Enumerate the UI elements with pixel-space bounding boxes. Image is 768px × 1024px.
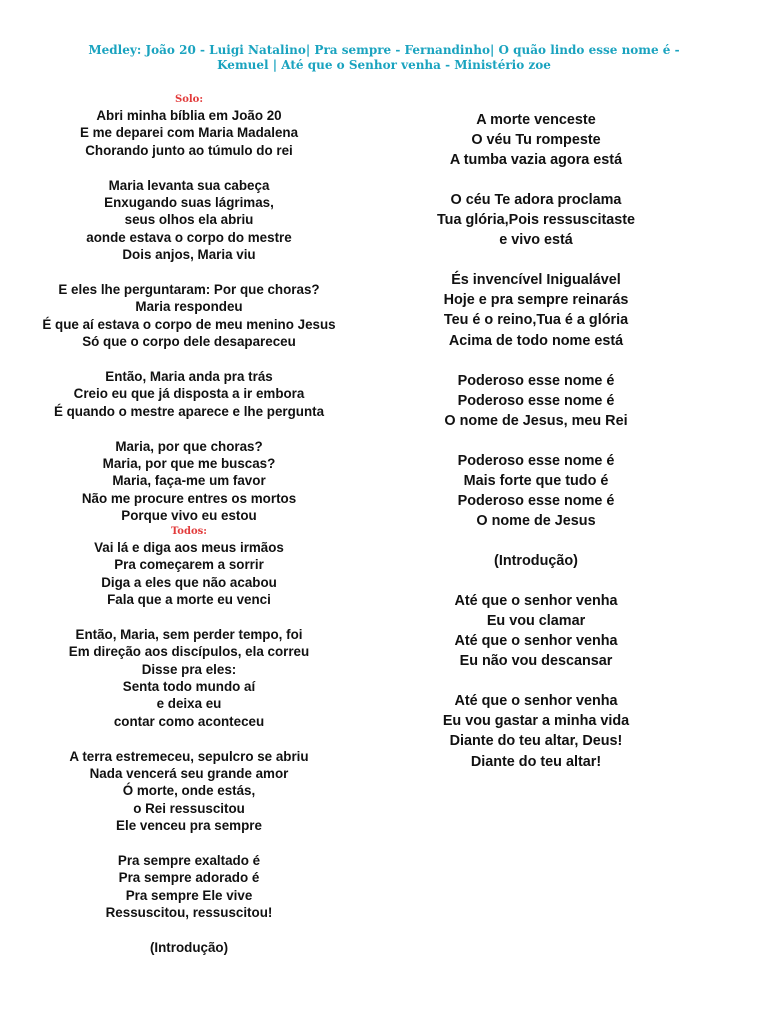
lyric-line: Diante do teu altar! bbox=[470, 753, 602, 770]
lyric-stanza bbox=[386, 551, 686, 571]
lyric-line: Não me procure entres os mortos bbox=[81, 490, 297, 506]
lyric-line: Poderoso esse nome é bbox=[457, 372, 615, 389]
lyric-line: O nome de Jesus, meu Rei bbox=[444, 412, 628, 429]
lyric-line: Eu não vou descansar bbox=[459, 653, 613, 670]
lyric-stanza bbox=[386, 371, 686, 431]
lyric-line: Enxugando suas lágrimas, bbox=[104, 195, 274, 211]
lyric-line: Até que o senhor venha bbox=[454, 633, 618, 650]
lyric-stanza bbox=[386, 691, 686, 771]
lyric-stanza bbox=[20, 177, 358, 264]
document-title bbox=[60, 43, 708, 72]
lyric-line: (Introdução) bbox=[149, 939, 229, 955]
lyric-line: É que aí estava o corpo de meu menino Jesus bbox=[42, 316, 336, 332]
lyric-line: Diga a eles que não acabou bbox=[101, 574, 277, 590]
lyric-line: É quando o mestre aparece e lhe pergunta bbox=[53, 403, 325, 419]
lyric-line: Vai lá e diga aos meus irmãos bbox=[94, 539, 284, 555]
lyric-line: Maria, por que choras? bbox=[115, 438, 263, 454]
lyric-line: A morte venceste bbox=[476, 112, 596, 128]
lyric-stanza bbox=[386, 591, 686, 671]
lyric-stanza bbox=[386, 270, 686, 350]
lyric-line: Ressuscitou, ressuscitou! bbox=[105, 905, 273, 921]
lyric-line: Maria, faça-me um favor bbox=[112, 473, 266, 489]
lyric-stanza bbox=[20, 281, 358, 351]
lyric-stanza bbox=[20, 107, 358, 159]
lyric-line: Pra sempre Ele vive bbox=[125, 887, 253, 903]
lyric-stanza bbox=[20, 626, 358, 730]
solo-section bbox=[20, 107, 358, 525]
right-column bbox=[386, 110, 686, 792]
lyric-line: Disse pra eles: bbox=[141, 661, 237, 677]
lyric-line: e deixa eu bbox=[156, 696, 222, 712]
lyric-line: E eles lhe perguntaram: Por que choras? bbox=[58, 282, 320, 298]
lyric-line: O véu Tu rompeste bbox=[471, 132, 601, 149]
lyric-stanza bbox=[20, 939, 358, 956]
lyric-line: Pra sempre adorado é bbox=[118, 870, 260, 886]
lyric-line: Maria respondeu bbox=[135, 299, 243, 315]
section-label-solo: Solo: bbox=[174, 94, 204, 105]
lyric-line: Eu vou gastar a minha vida bbox=[442, 713, 630, 730]
lyric-line: Então, Maria, sem perder tempo, foi bbox=[75, 626, 303, 642]
lyric-line: Dois anjos, Maria viu bbox=[122, 247, 256, 263]
lyric-line: Só que o corpo dele desapareceu bbox=[82, 334, 296, 350]
lyric-line: seus olhos ela abriu bbox=[124, 212, 254, 228]
lyric-line: Nada vencerá seu grande amor bbox=[89, 765, 289, 781]
left-column bbox=[20, 94, 358, 974]
section-label-todos: Todos: bbox=[171, 525, 207, 537]
lyric-line: O céu Te adora proclama bbox=[450, 192, 622, 209]
lyric-line: e vivo está bbox=[499, 232, 573, 249]
lyric-line: A terra estremeceu, sepulcro se abriu bbox=[69, 748, 309, 764]
lyric-line: Fala que a morte eu venci bbox=[107, 591, 271, 607]
lyric-line: Chorando junto ao túmulo do rei bbox=[85, 142, 293, 158]
lyric-stanza bbox=[20, 852, 358, 922]
lyric-stanza bbox=[20, 748, 358, 835]
lyric-line: (Introdução) bbox=[494, 553, 578, 570]
lyric-line: Mais forte que tudo é bbox=[463, 472, 609, 489]
lyric-line: Pra sempre exaltado é bbox=[117, 852, 261, 868]
lyric-line: Hoje e pra sempre reinarás bbox=[443, 292, 629, 309]
lyric-line: Ele venceu pra sempre bbox=[116, 818, 262, 834]
lyric-line: Eu vou clamar bbox=[486, 613, 586, 630]
lyric-line: Poderoso esse nome é bbox=[457, 392, 615, 409]
lyric-line: Em direção aos discípulos, ela correu bbox=[68, 644, 310, 660]
lyric-line: A tumba vazia agora está bbox=[449, 152, 623, 169]
lyric-line: O nome de Jesus bbox=[476, 512, 596, 529]
lyric-line: o Rei ressuscitou bbox=[133, 800, 245, 816]
lyric-line: Até que o senhor venha bbox=[454, 593, 618, 610]
lyric-stanza bbox=[20, 539, 358, 609]
lyric-line: Poderoso esse nome é bbox=[457, 492, 615, 509]
title-line-2: Kemuel | Até que o Senhor venha - Ministério zoe bbox=[217, 57, 551, 72]
lyric-line: Então, Maria anda pra trás bbox=[105, 369, 273, 385]
lyric-line: Pra começarem a sorrir bbox=[114, 557, 264, 573]
lyric-line: Maria levanta sua cabeça bbox=[108, 177, 270, 193]
lyric-line: Ó morte, onde estás, bbox=[122, 783, 256, 799]
lyric-line: contar como aconteceu bbox=[113, 713, 265, 729]
lyric-line: És invencível Inigualável bbox=[451, 272, 621, 289]
lyric-line: aonde estava o corpo do mestre bbox=[86, 229, 292, 245]
right-lyrics bbox=[386, 110, 686, 772]
lyric-line: E me deparei com Maria Madalena bbox=[79, 125, 299, 141]
todos-section bbox=[20, 539, 358, 957]
lyric-line: Abri minha bíblia em João 20 bbox=[96, 108, 282, 123]
lyric-line: Tua glória,Pois ressuscitaste bbox=[436, 212, 636, 229]
lyric-line: Acima de todo nome está bbox=[448, 332, 624, 349]
lyric-stanza bbox=[386, 110, 686, 170]
lyric-stanza bbox=[20, 438, 358, 525]
lyric-line: Creio eu que já disposta a ir embora bbox=[73, 386, 305, 402]
lyric-line: Diante do teu altar, Deus! bbox=[449, 733, 623, 750]
lyric-stanza bbox=[386, 451, 686, 531]
lyric-line: Teu é o reino,Tua é a glória bbox=[443, 312, 629, 329]
lyric-stanza bbox=[386, 190, 686, 250]
title-line-1: Medley: João 20 - Luigi Natalino| Pra sempre - Fernandinho| O quão lindo esse nome é - bbox=[88, 43, 680, 57]
lyric-line: Até que o senhor venha bbox=[454, 693, 618, 710]
lyric-stanza bbox=[20, 368, 358, 420]
lyric-line: Maria, por que me buscas? bbox=[102, 456, 276, 472]
lyric-line: Senta todo mundo aí bbox=[122, 678, 256, 694]
lyric-line: Porque vivo eu estou bbox=[121, 508, 257, 524]
lyric-line: Poderoso esse nome é bbox=[457, 452, 615, 469]
